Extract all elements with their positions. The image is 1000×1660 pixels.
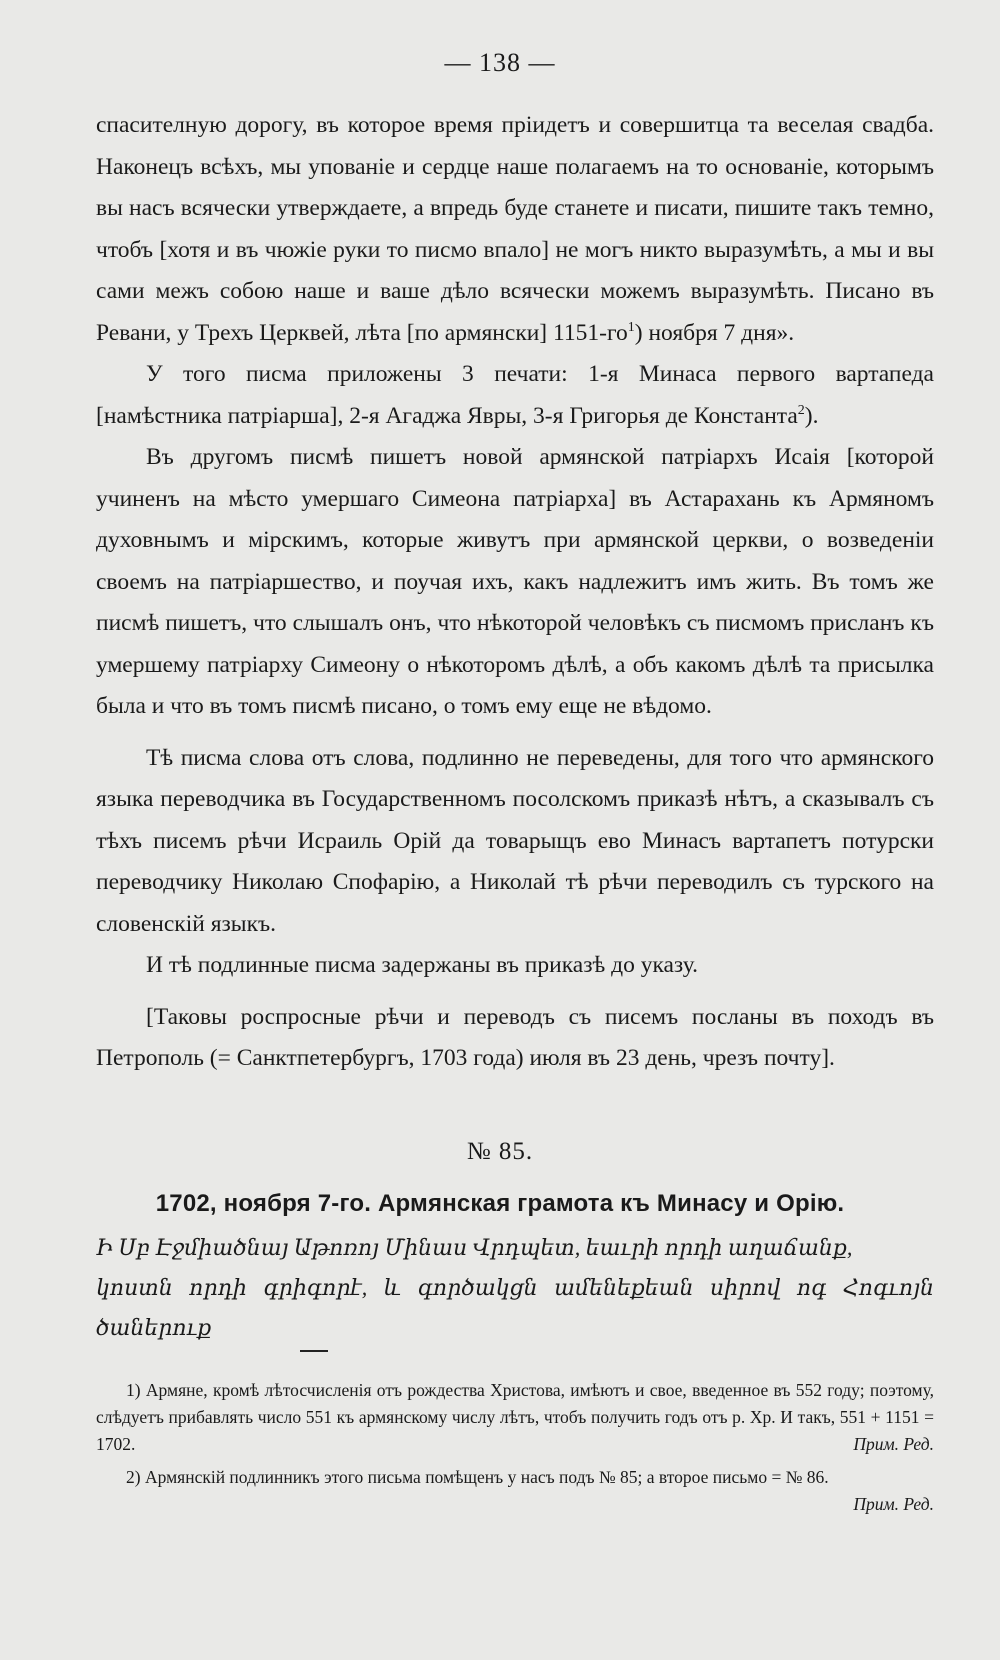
paragraph-1-text-a: спасителную дорогу, въ которое время пріидетъ и совершитца та веселая свадба. Наконецъ всѣхъ, мы упованіе и сердце наше полагаемъ на то основаніе, которымъ вы насъ всячески утверждаете, а впредь буде станете и писати, пишите такъ темно, чтобъ [хотя и въ чюжіе руки то писмо впало] не могъ никто выразумѣть, а мы и вы сами межъ собою наше и ваше дѣло всячески можемъ выразумѣть. Писано въ Ревани, у Трехъ Церквей, лѣта [по армянски] 1151-го [96,112,934,346]
document-title: 1702, ноября 7-го. Армянская грамота къ Минасу и Орію. [155,1190,845,1217]
paragraph-1-text-b: ) ноября 7 дня». [634,319,795,346]
body-text [96,105,934,1080]
footnote-1-editor: Прим. Ред. [853,1434,934,1454]
paragraph-2-text-a: У того писма приложены 3 печати: 1-я Минаса первого вартапеда [намѣстника патріарша], 2-я Агаджа Явры, 3-я Григорья де Константа [96,361,934,429]
footnote-1-text: 1) Армяне, кромѣ лѣтосчисленія отъ рождества Христова, имѣютъ и свое, введенное въ 552 году; поэтому, слѣдуетъ прибавлять число 551 къ армянскому числу лѣтъ, чтобъ получить годъ отъ р. Хр. И такъ, 551 + 1151 = 1702. [96,1380,934,1454]
page-number: — 138 — [444,48,556,77]
armenian-line-2: կոստն որդի գրիգորէ, և գործակցն ամենեքեան սիրով ոգ Հոգւոյն ծաներուք [96,1275,934,1340]
armenian-line-1: Ի Սբ Էջմիածնայ Աթոռոյ Մինաս Վրդպետ, եաւրի որդի աղաճանք, [96,1235,853,1260]
paragraph-4: Тѣ писма слова отъ слова, подлинно не переведены, для того что армянского языка переводчика въ Государственномъ посолскомъ приказѣ нѣтъ, а сказывалъ съ тѣхъ писемъ рѣчи Исраиль Орій да товарыщъ ево Минасъ вартапетъ потурски переводчику Николаю Спофарію, а Николай тѣ рѣчи переводилъ съ турского на словенскій языкъ. [96,744,934,937]
footnotes [96,1377,934,1518]
footnote-2 [96,1464,934,1514]
footnote-1 [96,1377,934,1458]
armenian-text [96,1228,934,1348]
footnote-2-editor: Прим. Ред. [853,1494,934,1514]
paragraph-1 [96,105,934,354]
footnote-ref-1: 1 [627,319,635,335]
paragraph-3: Въ другомъ писмѣ пишетъ новой армянской патріархъ Исаія [которой учиненъ на мѣсто умершаго Симеона патріарха] въ Астарахань къ Армяномъ духовнымъ и мірскимъ, которые живутъ при армянской церкви, о возведеніи своемъ на патріаршество, и поучая ихъ, какъ надлежитъ имъ жить. Въ томъ же писмѣ пишетъ, что слышалъ онъ, что нѣкоторой человѣкъ съ писмомъ присланъ къ умершему патріарху Симеону о нѣкоторомъ дѣлѣ, а объ какомъ дѣлѣ та присылка была и что въ томъ писмѣ писано, о томъ ему еще не вѣдомо. [96,444,934,719]
footnote-separator [300,1350,328,1352]
paragraph-6: [Таковы роспросные рѣчи и переводъ съ писемъ посланы въ походъ въ Петрополь (= Санктпетербургъ, 1703 года) июля въ 23 день, чрезъ почту]. [96,1003,934,1071]
paragraph-2-text-b: ). [804,402,819,429]
footnote-2-text: 2) Армянскій подлинникъ этого письма помѣщенъ у насъ подъ № 85; а второе письмо = № 86. [126,1467,829,1487]
paragraph-2 [96,354,934,437]
footnote-ref-2: 2 [797,402,805,418]
paragraph-5: И тѣ подлинные писма задержаны въ приказѣ до указу. [146,952,698,978]
document-number: № 85. [466,1138,534,1165]
